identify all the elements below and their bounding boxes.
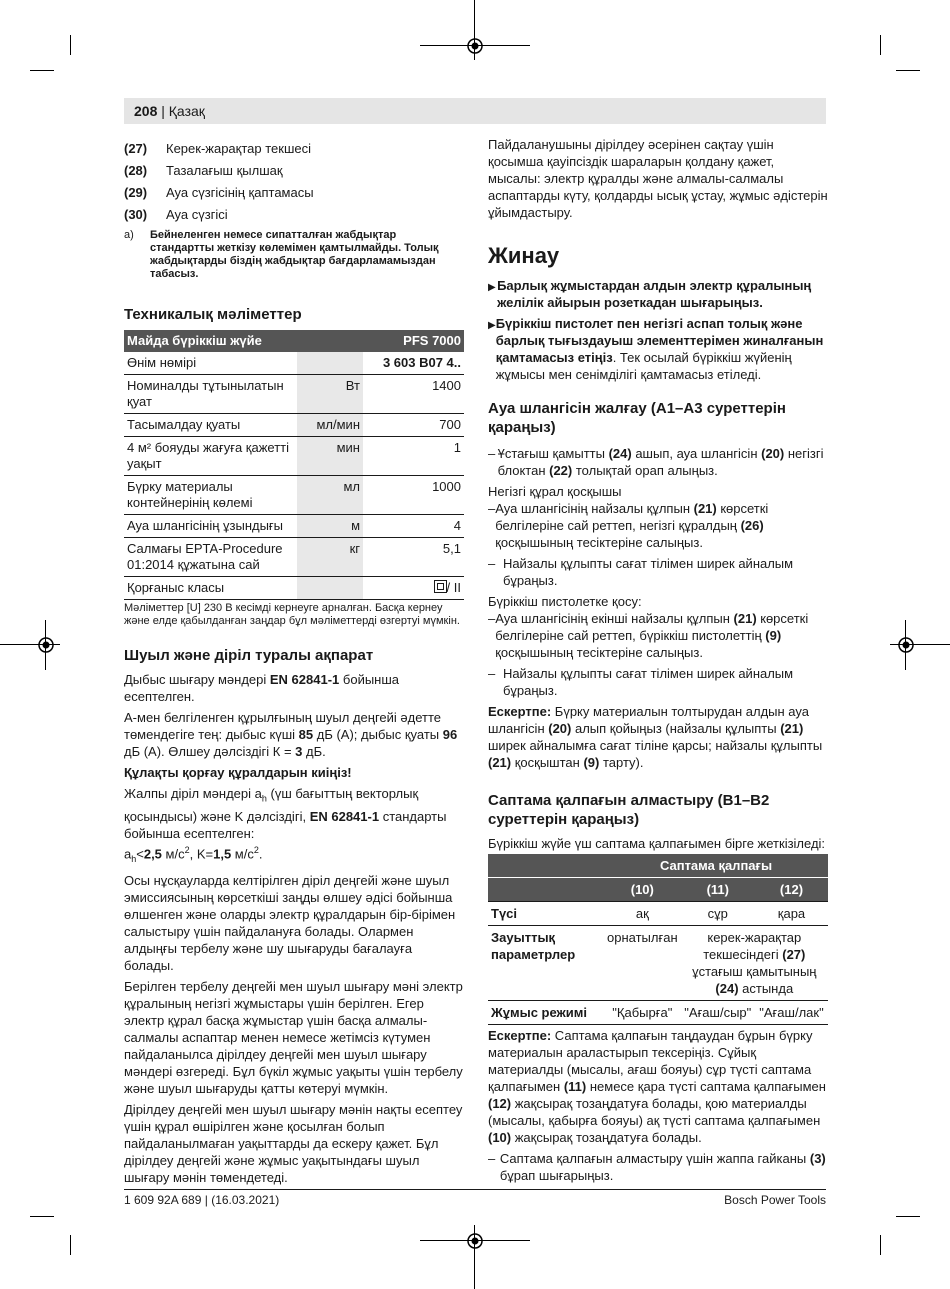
noise-paragraph: Дыбыс шығару мәндері EN 62841-1 бойынша есептелген. [124,672,400,704]
hose-title: Ауа шлангісін жалғау (A1–A3 суреттерін қараңыз) [488,400,786,436]
nozzle-title: Саптама қалпағын алмастыру (B1–B2 суреттерін қараңыз) [488,792,770,828]
note-paragraph: Ескертпе: Бүрку материалын толтырудан алдын ауа шлангісін (20) алып қойыңыз (найзалы құлыпты (21) ширек айналымға сағат тіліне қарсы; найзалы құлыпты (21) қосқыштан (9) тарту). [488,704,823,770]
list-item: (29) Ауа сүзгісінің қаптамасы [124,185,314,200]
table-header-row: Майда бүріккіш жүйе PFS 7000 [124,330,464,352]
note-paragraph: Ескертпе: Саптама қалпағын таңдаудан бұрын бүрку материалын араластырып тексеріңіз. Сұйық материалды (мысалы, ағаш бояуы) сұр түсті саптама қалпағымен (11) немесе қара түсті саптама қалпағымен (12) жақсырақ тозаңдатуға болады, қою материалды (мысалы, қабырға бояуы) ақ түсті саптама қалпағымен (10) жақсырақ тозаңдатуға болады. [488,1028,826,1145]
list-item: – Ауа шлангісінің екінші найзалы құлпын (21) көрсеткі белгілеріне сай реттеп, бүріккіш пистолеттің (9) қосқышының тесіктеріне салыңыз. [488,611,809,660]
noise-paragraph: Осы нұсқауларда келтірілген діріл деңгейі және шуыл эмиссиясының көрсеткіші заңды өлшеу әдісі бойынша өлшенген және оларды электр құралдарын бір-бірімен салыстыру үшін пайдалануға болады. Олармен алдыңғы тербелу және шу шығаруды бағалауға болады. [124,872,456,973]
crop-mark [896,1216,920,1217]
tech-note: Мәліметтер [U] 230 В кесімді кернеуге арналған. Басқа кернеу және елде қабылданған заңдар бұл мәліметтерді өзгертуі мүмкін. [124,599,464,628]
noise-paragraph: Дірілдеу деңгейі мен шуыл шығару мәнін нақты есептеу үшін құрал өшірілген және қосылған болып пайдаланылмаған уақыттарды да ескеру қажет. Бұл дірілдеу деңгейі және жұмыс уақытындағы шуыл шығару мәнін төмендетеді. [124,1101,463,1185]
registration-mark-icon [465,1231,485,1251]
brand-footer: Bosch Power Tools [724,1193,826,1207]
list-item: ▶ Бүріккіш пистолет пен негізгі аспап толық және барлық тығыздауыш элементтерімен жиналғанын қамтамасыз етіңіз. Тек осылай бүріккіш жүйенің жұмысы мен сенімділігі қамтамасыз етіледі. [488,316,824,382]
registration-mark-icon [896,635,916,655]
tech-specs-table [124,330,464,599]
table-row: Жұмыс режимі "Қабырға" "Ағаш/сыр" "Ағаш/лак" [488,1001,828,1025]
document-number: 1 609 92A 689 | (16.03.2021) [124,1193,280,1207]
table-row: Номиналды тұтынылатын қуат Вт 1400 [124,375,464,414]
ear-protection-warning: Құлақты қорғау құралдарын киіңіз! [124,765,352,780]
table-row: Қорғаныс класы / II [124,577,464,600]
parts-list [124,140,464,223]
nozzle-intro: Бүріккіш жүйе үш саптама қалпағымен бірге жеткізіледі: [488,836,826,851]
list-item: – Ұстағыш қамытты (24) ашып, ауа шлангісін (20) негізгі блоктан (22) толықтай орап алыңыз. [488,446,824,478]
list-item: (27) Керек-жарақтар текшесі [124,141,312,156]
registration-mark-icon [465,36,485,56]
table-row: Өнім нөмірі 3 603 B07 4.. [124,352,464,375]
left-column [124,140,464,1186]
nozzle-table [488,854,828,1025]
vibration-formula: $a_h<2,5$ $м/с^2$, K=1,5 $м/с^2$. [124,844,263,864]
header-separator: | [157,103,169,119]
tech-specs-title: Техникалық мәліметтер [124,306,302,323]
list-item: – Найзалы құлыпты сағат тілімен ширек айналым бұраңыз. [488,666,794,698]
crop-mark [880,1235,881,1255]
table-header-row: Саптама қалпағы [488,854,828,878]
header-language: Қазақ [168,103,205,119]
base-connector-label: Негізгі құрал қосқышы [488,484,622,499]
vibration-paragraph: Жалпы діріл мәндері $a_h$ (үш бағыттың векторлық қосындысы) және K дәлсіздігі, EN 62841-1 стандарты бойынша есептелген: [124,786,447,841]
list-item: – Саптама қалпағын алмастыру үшін жаппа гайканы (3) бұрап шығарыңыз. [488,1151,826,1183]
table-row: Бүрку материалы контейнерінің көлемі мл 1000 [124,476,464,515]
crop-mark [30,1216,54,1217]
table-row: Тасымалдау қуаты мл/мин 700 [124,414,464,437]
table-row: Ауа шлангісінің ұзындығы м 4 [124,515,464,538]
crop-mark [30,70,54,71]
gun-connector-label: Бүріккіш пистолетке қосу: [488,594,642,609]
right-column [488,136,828,1188]
triangle-bullet-icon: ▶ [488,320,496,331]
footnote: a) Бейнеленген немесе сипатталған жабдықтар стандартты жеткізу көлемімен қамтылмайды. Толық жабдықтарды біздің жабдықтар бағдарламамыздан табасыз. [124,229,439,280]
noise-paragraph: А-мен белгіленген құрылғының шуыл деңгейі әдетте төмендегіге тең: дыбыс күші 85 дБ (А); дыбыс қуаты 96 дБ (А). Өлшеу дәлсіздігі К = 3 дБ. [124,710,458,759]
list-item: (30) Ауа сүзгісі [124,207,228,222]
triangle-bullet-icon: ▶ [488,282,496,293]
crop-mark [896,70,920,71]
page-footer [124,1189,826,1207]
crop-mark [70,1235,71,1255]
table-header-row: (10) (11) (12) [488,878,828,902]
list-item: (28) Тазалағыш қылшақ [124,163,283,178]
table-row: 4 м² бояуды жағуға қажетті уақыт мин 1 [124,437,464,476]
noise-paragraph: Берілген тербелу деңгейі мен шуыл шығару мәні электр құралының негізгі жұмыстары үшін берілген. Егер электр құрал басқа жұмыстар үшін басқа алмалы-салмалы аспаптар менен немесе жетімсіз күтумен пайдаланылса дірілдеу деңгейі мен шуыл шығару мәндері өзгереді. Бұл бүкіл жұмыс уақыты үшін тербелу және шуыл шығаруды қатты көтеруі мүмкін. [124,978,463,1096]
protection-class-icon [434,580,447,593]
list-item: – Ауа шлангісінің найзалы құлпын (21) көрсеткі белгілеріне сай реттеп, негізгі құралдың (26) қосқышының тесіктеріне салыңыз. [488,501,769,550]
table-row: Зауыттық параметрлер орнатылған керек-жарақтар текшесіндегі (27) ұстағыш қамытының (24) астында [488,926,828,1001]
page-header [124,98,826,124]
table-row: Салмағы EPTA-Procedure 01:2014 құжатына сай кг 5,1 [124,538,464,577]
list-item: ▶ Барлық жұмыстардан алдын электр құралының желілік айырын розеткадан шығарыңыз. [488,278,812,310]
crop-mark [880,35,881,55]
page-number: 208 [134,103,158,119]
crop-mark [70,35,71,55]
registration-mark-icon [36,635,56,655]
noise-title: Шуыл және діріл туралы ақпарат [124,647,374,664]
intro-paragraph: Пайдаланушыны дірілдеу әсерінен сақтау үшін қосымша қауіпсіздік шараларын қолдану қажет, мысалы: электр құралды және алмалы-салмалы аспаптарды күту, қолдарды ысық ұстау, жұмыс әдістерін ұйымдастыру. [488,137,828,220]
list-item: – Найзалы құлыпты сағат тілімен ширек айналым бұраңыз. [488,556,794,588]
assembly-title: Жинау [488,243,560,268]
table-row: Түсі ақ сұр қара [488,902,828,926]
